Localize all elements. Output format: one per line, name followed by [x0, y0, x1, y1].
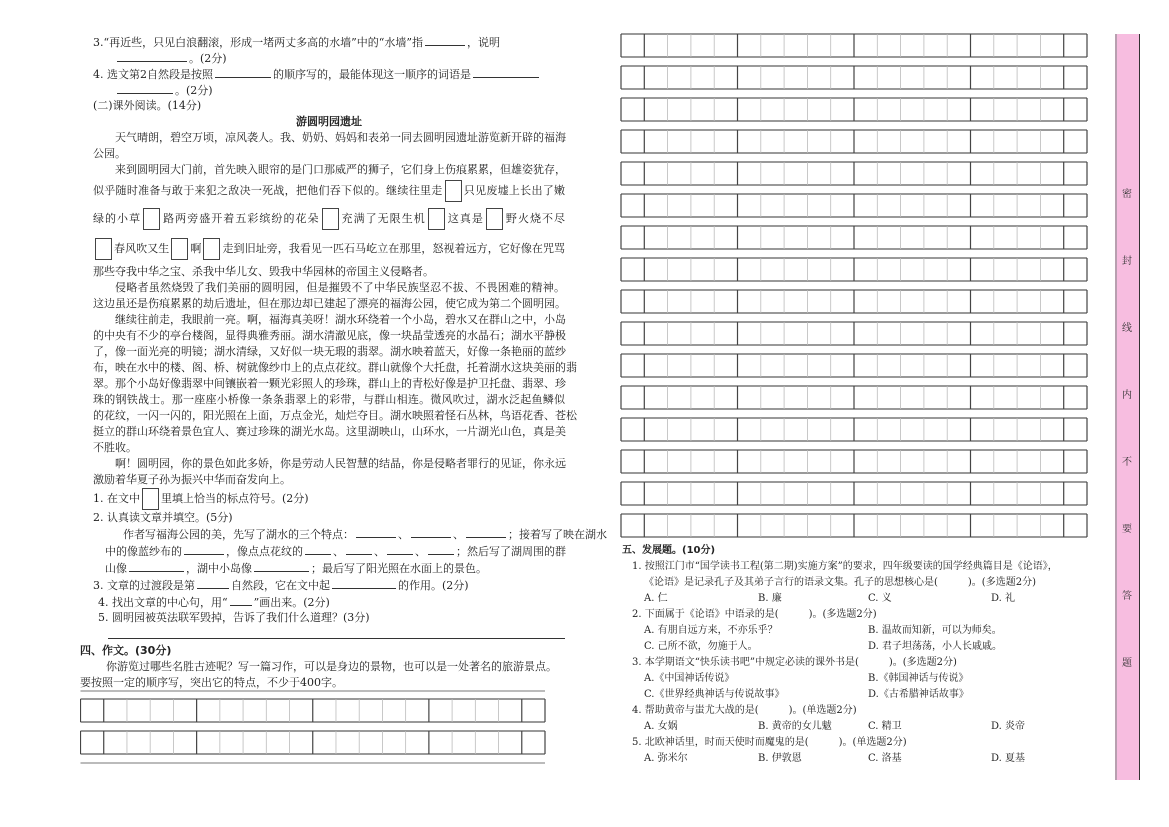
section-heading	[93, 98, 565, 114]
question-3-cont	[93, 50, 565, 66]
text: 绿的小草	[93, 212, 142, 225]
paragraph-line	[93, 472, 565, 488]
option[interactable]: C.《世界经典神话与传说故事》	[644, 689, 785, 700]
option[interactable]: D. 炎帝	[991, 721, 1026, 732]
option[interactable]: D. 礼	[991, 593, 1016, 604]
answer-box[interactable]	[322, 208, 339, 230]
option[interactable]: D.《古希腊神话故事》	[868, 689, 969, 700]
paragraph-line	[93, 130, 565, 146]
essay-prompt-line: 要按照一定的顺序写，突出它的特点，不少于400字。	[80, 676, 343, 689]
text: 、	[374, 545, 385, 558]
text: ，湖中小岛像	[186, 562, 252, 575]
strip-char: 要	[1122, 524, 1132, 535]
text: 野火烧不尽	[504, 212, 566, 225]
reading-section	[93, 34, 607, 626]
paragraph-line	[93, 456, 565, 472]
answer-blank[interactable]	[387, 543, 413, 555]
text: 1. 在文中	[93, 492, 140, 505]
text: 天气晴朗，碧空万顷，凉风袭人。我、奶奶、妈妈和表弟一同去圆明园遗址游览新开辟的福海	[115, 131, 566, 144]
text: 。(2分)	[189, 52, 227, 65]
option-row	[622, 623, 1110, 639]
text: ；最后写了阳光照在水面上的景色。	[311, 562, 487, 575]
text: 挺立的群山环绕着景色宜人、赛过珍珠的湖光水岛。这里湖映山，山环水，一片湖光山色，真是美	[93, 425, 566, 438]
text: 中的像蓝纱布的	[105, 545, 182, 558]
text: 游圆明园遗址	[296, 115, 362, 128]
fill-line	[93, 526, 607, 543]
answer-blank[interactable]	[117, 50, 187, 62]
answer-blank[interactable]	[230, 594, 252, 606]
text: 、	[415, 545, 426, 558]
development-questions	[622, 543, 1110, 767]
option[interactable]: D. 夏基	[991, 753, 1026, 764]
question-line: 2. 下面属于《论语》中语录的是( )。(多选题2分)	[632, 609, 877, 620]
option-row	[622, 751, 1110, 767]
answer-blank[interactable]	[305, 543, 331, 555]
answer-box[interactable]	[171, 238, 188, 260]
option[interactable]: C. 己所不欲，勿施于人。	[644, 641, 758, 652]
cloze-line	[93, 204, 565, 234]
question-line: 1. 按照江门市“国学读书工程(第二期)实施方案”的要求，四年级要读的国学经典篇目是《论语》，	[632, 561, 1058, 572]
essay-prompt-line: 你游览过哪些名胜古迹呢？写一篇习作，可以是身边的景物，也可以是一处著名的旅游景点。	[106, 660, 557, 673]
text: 的中央有不少的亭台楼阁，显得典雅秀丽。湖水清澈见底，像一块晶莹透亮的水晶石；湖水平静极	[93, 329, 566, 342]
text: 充满了无限生机	[340, 212, 426, 225]
question-4	[93, 66, 565, 82]
text: 啊	[190, 242, 202, 255]
question-4-cont	[93, 82, 565, 98]
option-row	[622, 719, 1110, 735]
answer-blank[interactable]	[184, 543, 224, 555]
answer-blank[interactable]	[254, 560, 309, 572]
cloze-line	[93, 178, 565, 204]
answer-blank[interactable]	[346, 543, 372, 555]
paragraph-line	[93, 146, 565, 162]
text: 翠。那个小岛好像翡翠中间镶嵌着一颗光彩照人的珍珠，群山上的青松好像是护卫托盘、翡翠、珍	[93, 377, 566, 390]
text: ；接着写了映在湖水	[508, 528, 607, 541]
option[interactable]: B. 伊敦恩	[758, 753, 802, 764]
answer-box[interactable]	[203, 238, 220, 260]
text: 、	[398, 528, 409, 541]
paragraph-line	[93, 360, 577, 376]
question-3	[93, 34, 565, 50]
paragraph-line	[93, 424, 565, 440]
text: 3. 文章的过渡段是第	[93, 579, 195, 592]
option-row	[622, 671, 1110, 687]
text: ，说明	[467, 36, 500, 49]
answer-blank[interactable]	[129, 560, 184, 572]
text: 、	[333, 545, 344, 558]
paragraph-line	[93, 376, 565, 392]
question-line: 《论语》是记录孔子及其弟子言行的语录文集。孔子的思想核心是( )。(多选题2分)	[644, 577, 1036, 588]
text: 路两旁盛开着五彩缤纷的花朵	[162, 212, 320, 225]
option[interactable]: A. 仁	[644, 593, 668, 604]
answer-blank[interactable]	[473, 66, 539, 78]
question-2	[93, 510, 565, 526]
text: (二)课外阅读。(14分)	[93, 99, 202, 112]
paragraph-line	[93, 312, 565, 328]
option-row	[622, 687, 1110, 703]
answer-blank[interactable]	[425, 34, 465, 46]
text: 这真是	[446, 212, 484, 225]
option[interactable]: A.《中国神话传说》	[644, 673, 735, 684]
paragraph-line	[93, 162, 565, 178]
text: 作者写福海公园的美，先写了湖水的三个特点：	[123, 528, 354, 541]
option[interactable]: D. 君子坦荡荡，小人长戚戚。	[868, 641, 1003, 652]
answer-box[interactable]	[445, 180, 462, 202]
question-1	[93, 488, 565, 510]
answer-box[interactable]	[428, 208, 445, 230]
essay-writing-grid[interactable]	[80, 688, 550, 768]
paragraph-line	[93, 328, 565, 344]
paragraph-line	[93, 408, 577, 424]
section-heading: 五、发展题。(10分)	[622, 545, 716, 556]
strip-char: 题	[1122, 658, 1132, 669]
text: 3.“再近些，只见白浪翻滚，形成一堵两丈多高的水墙”中的“水墙”指	[93, 36, 423, 49]
essay-section	[80, 643, 557, 691]
text: 的顺序写的，最能体现这一顺序的词语是	[273, 68, 471, 81]
answer-box[interactable]	[486, 208, 503, 230]
text: ，像点点花纹的	[226, 545, 303, 558]
divider	[108, 638, 565, 639]
option[interactable]: C. 洛基	[868, 753, 902, 764]
question-line: 5. 北欧神话里，时而天使时而魔鬼的是( )。(单选题2分)	[632, 737, 907, 748]
answer-blank[interactable]	[215, 66, 271, 78]
text: 春风吹又生	[114, 242, 170, 255]
question-4	[93, 594, 565, 610]
text: 了，像一面光亮的明镜；湖水清绿，又好似一块无瑕的翡翠。湖水映着蓝天，好像一条艳丽的蓝纱	[93, 345, 566, 358]
answer-blank[interactable]	[356, 526, 396, 538]
text: 布，映在水中的楼、阁、桥、树就像纱巾上的点点花纹。群山就像个大托盘，托着湖水这块美丽的翡	[93, 361, 577, 374]
text: 4. 选文第2自然段是按照	[93, 68, 213, 81]
option[interactable]: A. 弥米尔	[644, 753, 688, 764]
text: 的作用。(2分)	[398, 579, 469, 592]
strip-char: 封	[1122, 256, 1132, 267]
strip-char: 线	[1122, 323, 1132, 334]
question-3	[93, 577, 565, 594]
option[interactable]: B. 廉	[758, 593, 782, 604]
answer-box[interactable]	[95, 238, 112, 260]
text: 珠的钢铁战士。那一座座小桥像一条条翡翠上的彩带，与群山相连。微风吹过，湖水泛起鱼鳞似	[93, 393, 565, 406]
option[interactable]: B. 黄帝的女儿魃	[758, 721, 832, 732]
binding-strip	[1115, 34, 1140, 780]
strip-char: 密	[1122, 189, 1132, 200]
answer-blank[interactable]	[466, 526, 506, 538]
paragraph-line	[93, 440, 565, 456]
text: 不胜收。	[93, 441, 137, 454]
option[interactable]: C. 精卫	[868, 721, 902, 732]
paragraph-line	[93, 296, 565, 312]
fill-line	[93, 543, 565, 560]
option-row	[622, 639, 1110, 655]
answer-blank[interactable]	[332, 577, 396, 589]
text: 山像	[105, 562, 127, 575]
cloze-line	[93, 234, 565, 264]
text: ；然后写了湖周围的群	[456, 545, 566, 558]
question-line: 3. 本学期语文“快乐读书吧”中规定必读的课外书是( )。(多选题2分)	[632, 657, 957, 668]
answer-blank[interactable]	[411, 526, 451, 538]
option[interactable]: C. 义	[868, 593, 892, 604]
answer-box[interactable]	[143, 208, 160, 230]
option[interactable]: B.《韩国神话与传说》	[868, 673, 969, 684]
text: 激励着华夏子孙为振兴中华而奋发向上。	[93, 473, 291, 486]
text: 来到圆明园大门前，首先映入眼帘的是门口那威严的狮子，它们身上伤痕累累，但雄姿犹存，	[115, 163, 566, 176]
text: 里填上恰当的标点符号。(2分)	[161, 492, 309, 505]
paragraph-line	[93, 280, 565, 296]
text: 自然段，它在文中起	[231, 579, 330, 592]
essay-heading: 四、作文。(30分)	[80, 644, 172, 657]
fill-line	[93, 560, 565, 577]
answer-blank[interactable]	[197, 577, 229, 589]
strip-char: 内	[1122, 390, 1132, 401]
text: 只见废墟上长出了嫩	[463, 184, 566, 197]
article-title	[93, 114, 565, 130]
answer-blank[interactable]	[428, 543, 454, 555]
text: 侵略者虽然烧毁了我们美丽的圆明园，但是摧毁不了中华民族坚忍不拔、不畏困难的精神。	[115, 281, 565, 294]
option[interactable]: A. 女娲	[644, 721, 678, 732]
paragraph-line	[93, 392, 565, 408]
text: 。(2分)	[175, 84, 213, 97]
text: 这边虽还是伤痕累累的劫后遗址，但在那边却已建起了漂亮的福海公园，使它成为第二个圆明园。	[93, 297, 566, 310]
option-row	[622, 591, 1110, 607]
answer-box[interactable]	[142, 488, 159, 510]
option[interactable]: A. 有朋自远方来，不亦乐乎？	[644, 625, 778, 636]
paragraph-line	[93, 344, 565, 360]
text: 那些夺我中华之宝、杀我中华儿女、毁我中华园林的帝国主义侵略者。	[93, 265, 434, 278]
strip-char: 不	[1122, 457, 1132, 468]
option[interactable]: B. 温故而知新，可以为师矣。	[868, 625, 1002, 636]
text: 的花纹，一闪一闪的，阳光照在上面，万点金光，灿烂夺目。湖水映照着怪石丛林，鸟语花香、苍松	[93, 409, 577, 422]
text: ”画出来。(2分)	[253, 596, 330, 609]
text: 4. 找出文章的中心句，用“	[98, 596, 228, 609]
text: 、	[453, 528, 464, 541]
paragraph-line	[93, 264, 565, 280]
text: 5. 圆明园被英法联军毁掉，告诉了我们什么道理？(3分)	[98, 611, 370, 624]
text: 2. 认真读文章并填空。(5分)	[93, 511, 233, 524]
text: 啊！圆明园，你的景色如此多娇，你是劳动人民智慧的结晶，你是侵略者罪行的见证，你永远	[115, 457, 566, 470]
question-line: 4. 帮助黄帝与蚩尤大战的是( )。(单选题2分)	[632, 705, 857, 716]
text: 继续往前走，我眼前一亮。啊，福海真美呀！湖水环绕着一个小岛，碧水又在群山之中，小岛	[115, 313, 566, 326]
text: 公园。	[93, 147, 126, 160]
essay-writing-grid-continued[interactable]	[620, 33, 1090, 548]
answer-blank[interactable]	[117, 82, 173, 94]
text: 走到旧址旁，我看见一匹石马屹立在那里，怒视着远方，它好像在咒骂	[222, 242, 566, 255]
strip-char: 答	[1122, 591, 1132, 602]
question-5	[93, 610, 565, 626]
text: 似乎随时准备与敢于来犯之敌决一死战，把他们吞下似的。继续往里走	[93, 184, 443, 197]
